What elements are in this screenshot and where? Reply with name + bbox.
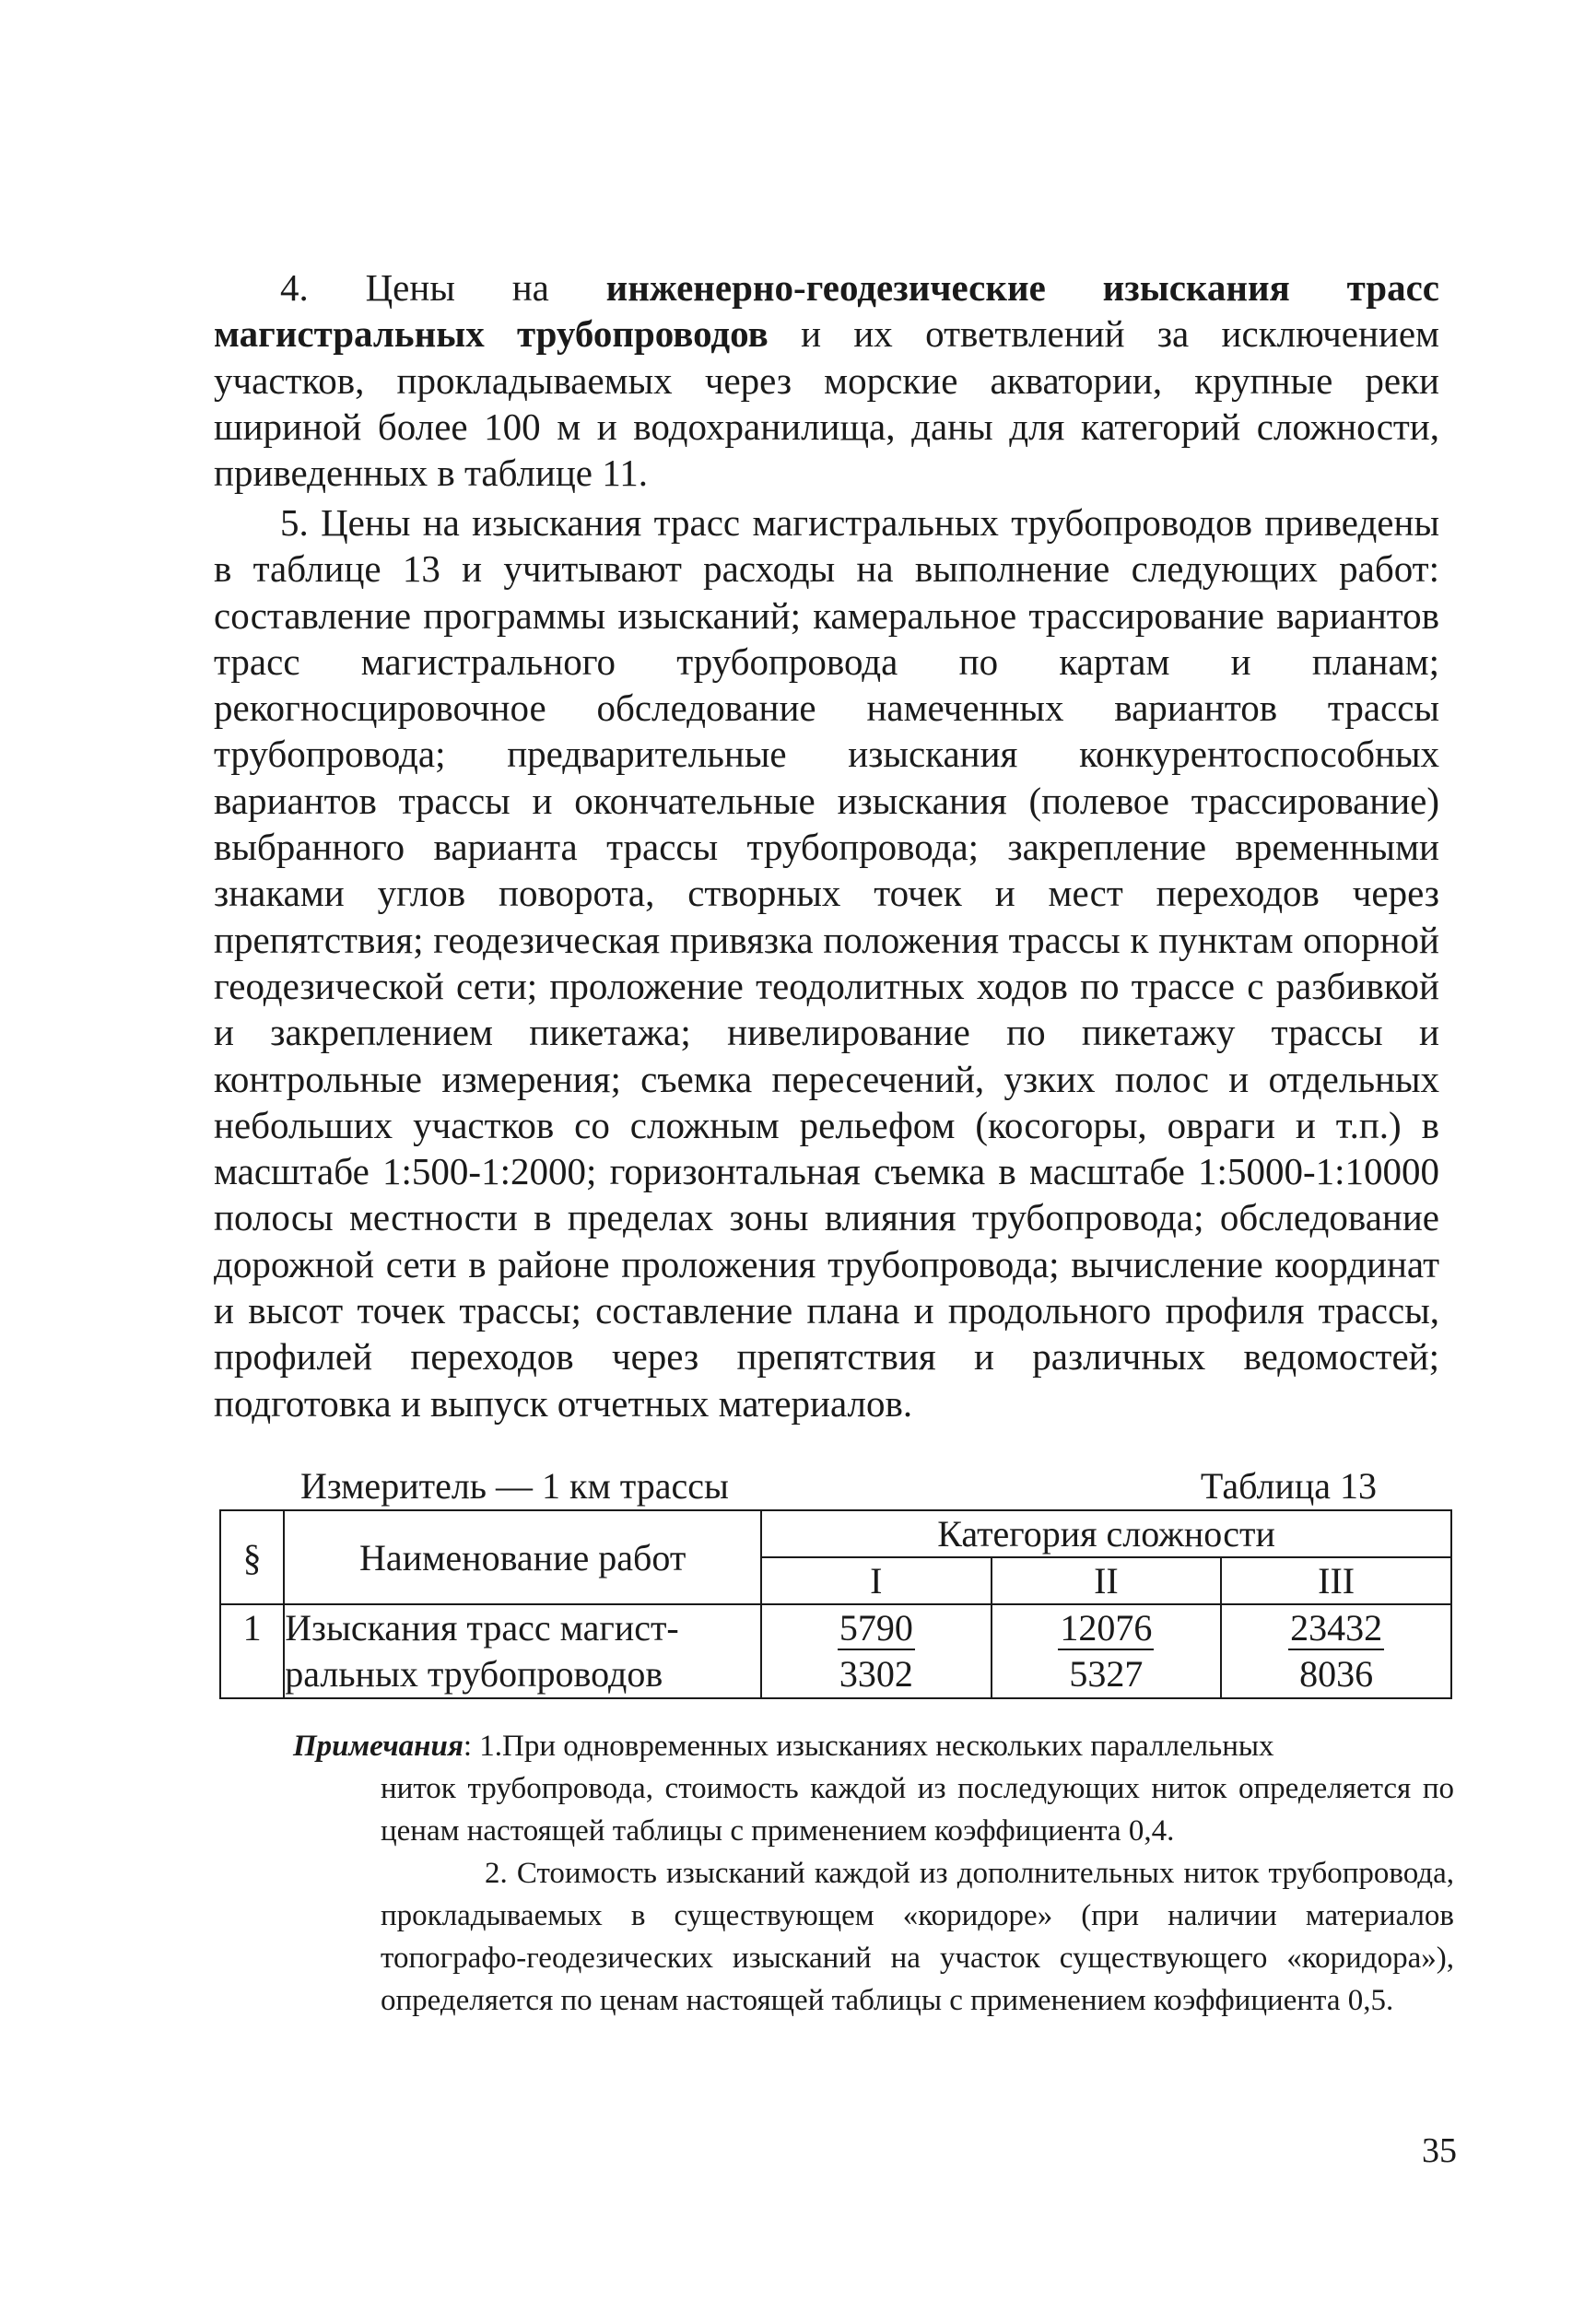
- notes-label: Примечания: [293, 1730, 464, 1763]
- paragraph-5-number: 5.: [280, 501, 309, 544]
- table-title: Таблица 13: [1200, 1465, 1377, 1507]
- value-bottom: 5327: [1069, 1653, 1144, 1695]
- header-category-3: III: [1221, 1557, 1451, 1604]
- note-1-first-line: : 1.При одновременных изысканиях нескольких параллельных: [463, 1730, 1274, 1763]
- header-work-name: Наименование работ: [284, 1510, 761, 1604]
- note-2: 2. Стоимость изысканий каждой из дополнительных ниток трубопровода, прокладываемых в существующем «коридоре» (при наличии материалов топографо-геодезических изысканий на участок существующего «коридора»), определяется по ценам настоящей таблицы с применением коэффициента 0,5.: [381, 1857, 1454, 2017]
- value-top: 5790: [839, 1607, 913, 1649]
- notes-block: [293, 1725, 1454, 2022]
- row-work-name-line-2: ральных трубопроводов: [285, 1653, 663, 1695]
- header-category-1: I: [761, 1557, 991, 1604]
- paragraph-4-text-end: и их ответвлений за исключением участков, прокладываемых через морские акватории, крупные реки шириной более 100 м и водохранилища, даны для категорий сложности, приведенных в таблице 11.: [214, 312, 1439, 495]
- paragraph-4-text-start: Цены на: [308, 266, 606, 309]
- paragraph-4-bold-text: инженерно-геодезические изыскания трасс магистральных трубопроводов: [214, 266, 1440, 356]
- note-1-continuation: ниток трубопровода, стоимость каждой из последующих ниток определяется по ценам настоящей таблицы с применением коэффициента 0,4.: [381, 1772, 1454, 1848]
- table-row: [220, 1604, 1451, 1698]
- paragraph-5: [214, 499, 1439, 1426]
- paragraph-5-text: Цены на изыскания трасс магистральных трубопроводов приведены в таблице 13 и учитывают расходы на выполнение следующих работ: составление программы изысканий; камеральное трассирование вариантов трасс магистрального трубопровода по картам и планам; рекогносцировочное обследование намеченных вариантов трассы трубопровода; предварительные изыскания конкурентоспособных вариантов трассы и окончательные изыскания (полевое трассирование) выбранного варианта трассы трубопровода; закрепление временными знаками углов поворота, створных точек и мест переходов через препятствия; геодезическая привязка положения трассы к пунктам опорной геодезической сети; проложение теодолитных ходов по трассе с разбивкой и закреплением пикетажа; нивелирование по пикетажу трассы и контрольные измерения; съемка пересечений, узких полос и отдельных небольших участков со сложным рельефом (косогоры, овраги и т.п.) в масштабе 1:500-1:2000; горизонтальная съемка в масштабе 1:5000-1:10000 полосы местности в пределах зоны влияния трубопровода; обследование дорожной сети в районе проложения трубопровода; вычисление координат и высот точек трассы; составление плана и продольного профиля трассы, профилей переходов через препятствия и различных ведомостей; подготовка и выпуск отчетных материалов.: [214, 501, 1439, 1425]
- row-value-category-2: [992, 1604, 1222, 1698]
- row-work-name: [284, 1604, 761, 1698]
- paragraph-4: [214, 264, 1439, 496]
- page-number: 35: [1422, 2131, 1457, 2170]
- value-top: 12076: [1060, 1607, 1153, 1649]
- row-work-name-line-1: Изыскания трасс магист-: [285, 1607, 679, 1649]
- note-1: [293, 1725, 1454, 1852]
- header-category-2: II: [992, 1557, 1222, 1604]
- row-value-category-3: [1221, 1604, 1451, 1698]
- row-value-category-1: [761, 1604, 991, 1698]
- value-bottom: 3302: [839, 1653, 913, 1695]
- value-bottom: 8036: [1299, 1653, 1374, 1695]
- paragraph-4-number: 4.: [280, 266, 309, 309]
- works-price-table: [219, 1509, 1452, 1699]
- header-section: §: [220, 1510, 284, 1604]
- header-complexity-category: Категория сложности: [761, 1510, 1451, 1557]
- table-measure: Измеритель — 1 км трассы: [300, 1465, 729, 1507]
- value-top: 23432: [1290, 1607, 1383, 1649]
- row-section: 1: [220, 1604, 284, 1698]
- table-header-row: [220, 1510, 1451, 1557]
- table-caption-row: [300, 1463, 1377, 1509]
